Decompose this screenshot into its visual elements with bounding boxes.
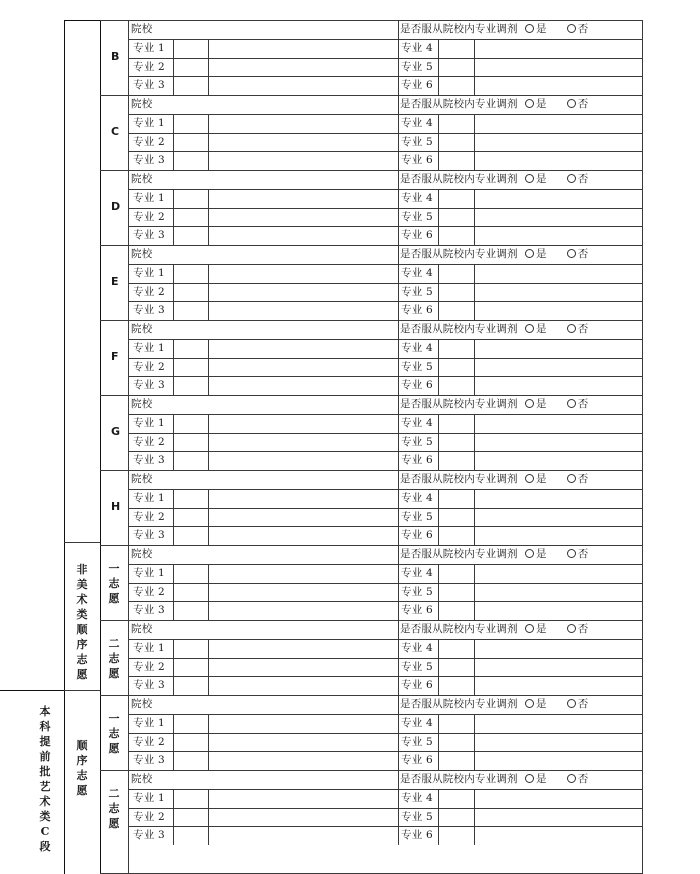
major-label-left: 专业 1 [133, 791, 165, 804]
major-label-right: 专业 6 [401, 679, 433, 692]
grid-line-h [128, 789, 642, 790]
school-label: 院校 [131, 23, 153, 35]
grid-line-v [208, 789, 209, 845]
grid-line-v [438, 264, 439, 320]
major-label-right: 专业 6 [401, 229, 433, 242]
school-label: 院校 [131, 473, 153, 485]
major-label-right: 专业 6 [401, 154, 433, 167]
grid-line-v [474, 114, 475, 170]
no-label: 否 [577, 473, 589, 485]
radio-yes-icon[interactable] [525, 399, 534, 408]
grid-line-h [128, 639, 642, 640]
adjust-options[interactable] [515, 623, 588, 635]
yes-label: 是 [536, 98, 547, 110]
school-label: 院校 [131, 98, 153, 110]
grid-line-v [100, 20, 101, 874]
adjust-options-wrap [515, 545, 588, 563]
major-label-right: 专业 5 [401, 810, 433, 823]
grid-line-v [208, 414, 209, 470]
block-label: D [111, 199, 121, 213]
grid-line-h [128, 339, 642, 340]
radio-no-icon[interactable] [567, 324, 576, 333]
grid-line-v [64, 20, 65, 874]
major-label-right: 专业 6 [401, 379, 433, 392]
major-label-right: 专业 5 [401, 360, 433, 373]
section-label-sequential: 顺序志愿 [76, 739, 88, 797]
adjust-options[interactable] [515, 473, 588, 485]
major-label-left: 专业 1 [133, 716, 165, 729]
adjust-options[interactable] [515, 773, 588, 785]
grid-line-h [128, 451, 642, 452]
grid-line-h [128, 508, 642, 509]
adjust-question: 是否服从院校内专业调剂 [400, 173, 518, 185]
no-label: 否 [577, 548, 589, 560]
grid-line-h [128, 676, 642, 677]
adjust-options[interactable] [515, 398, 588, 410]
major-label-left: 专业 3 [133, 154, 165, 167]
major-label-left: 专业 3 [133, 379, 165, 392]
major-label-left: 专业 3 [133, 79, 165, 92]
grid-line-v [398, 695, 399, 770]
major-label-left: 专业 2 [133, 510, 165, 523]
grid-line-h [128, 189, 642, 190]
grid-line-v [438, 189, 439, 245]
grid-line-h [64, 20, 100, 21]
major-label-left: 专业 1 [133, 41, 165, 54]
grid-line-v [438, 114, 439, 170]
major-label-right: 专业 4 [401, 266, 433, 279]
major-label-left: 专业 2 [133, 435, 165, 448]
grid-line-h [64, 542, 100, 543]
school-label: 院校 [131, 398, 153, 410]
grid-line-h [128, 733, 642, 734]
grid-line-v [208, 114, 209, 170]
grid-line-v [398, 770, 399, 845]
major-label-left: 专业 2 [133, 660, 165, 673]
adjust-options-wrap [515, 170, 588, 188]
yes-label: 是 [536, 23, 547, 35]
radio-yes-icon[interactable] [525, 174, 534, 183]
block-label: 二志愿 [108, 636, 120, 680]
adjust-question: 是否服从院校内专业调剂 [400, 623, 518, 635]
adjust-options[interactable] [515, 98, 588, 110]
major-label-right: 专业 4 [401, 41, 433, 54]
grid-line-v [438, 639, 439, 695]
yes-label: 是 [536, 323, 547, 335]
grid-line-v [398, 620, 399, 695]
adjust-question: 是否服从院校内专业调剂 [400, 398, 518, 410]
grid-line-v [438, 564, 439, 620]
grid-line-h [128, 601, 642, 602]
major-label-left: 专业 1 [133, 116, 165, 129]
no-label: 否 [577, 173, 589, 185]
grid-line-v [474, 714, 475, 770]
grid-line-h [128, 526, 642, 527]
radio-yes-icon[interactable] [525, 99, 534, 108]
yes-label: 是 [536, 698, 547, 710]
grid-line-v [208, 564, 209, 620]
major-label-left: 专业 1 [133, 341, 165, 354]
adjust-options-wrap [515, 620, 588, 638]
grid-line-v [173, 489, 174, 545]
adjust-question: 是否服从院校内专业调剂 [400, 98, 518, 110]
grid-line-v [474, 789, 475, 845]
adjust-question: 是否服从院校内专业调剂 [400, 548, 518, 560]
no-label: 否 [577, 773, 589, 785]
grid-line-h [128, 76, 642, 77]
no-label: 否 [577, 698, 589, 710]
major-label-left: 专业 2 [133, 735, 165, 748]
major-label-left: 专业 3 [133, 529, 165, 542]
no-label: 否 [577, 248, 589, 260]
major-label-right: 专业 4 [401, 116, 433, 129]
grid-line-h [128, 151, 642, 152]
school-label: 院校 [131, 248, 153, 260]
major-label-left: 专业 2 [133, 135, 165, 148]
major-label-left: 专业 1 [133, 416, 165, 429]
grid-line-v [474, 39, 475, 95]
major-label-right: 专业 6 [401, 529, 433, 542]
grid-line-v [398, 320, 399, 395]
grid-line-v [398, 95, 399, 170]
radio-no-icon[interactable] [567, 549, 576, 558]
radio-yes-icon[interactable] [525, 549, 534, 558]
adjust-options-wrap [515, 320, 588, 338]
grid-line-v [173, 39, 174, 95]
school-label: 院校 [131, 323, 153, 335]
major-label-right: 专业 5 [401, 210, 433, 223]
grid-line-h [128, 751, 642, 752]
school-label: 院校 [131, 698, 153, 710]
section-label-non-art: 非美术类顺序志愿 [76, 563, 88, 681]
block-label: C [111, 124, 120, 138]
radio-no-icon[interactable] [567, 249, 576, 258]
major-label-right: 专业 4 [401, 416, 433, 429]
grid-line-v [173, 789, 174, 845]
major-label-left: 专业 2 [133, 285, 165, 298]
grid-line-v [474, 339, 475, 395]
yes-label: 是 [536, 548, 547, 560]
adjust-options[interactable] [515, 173, 588, 185]
adjust-options-wrap [515, 95, 588, 113]
grid-line-v [173, 564, 174, 620]
grid-line-h [128, 114, 642, 115]
grid-line-h [128, 433, 642, 434]
block-label: G [111, 424, 121, 438]
block-label: E [111, 274, 119, 288]
major-label-left: 专业 3 [133, 604, 165, 617]
adjust-question: 是否服从院校内专业调剂 [400, 473, 518, 485]
grid-line-h [128, 301, 642, 302]
grid-line-v [208, 39, 209, 95]
major-label-right: 专业 5 [401, 285, 433, 298]
major-label-left: 专业 1 [133, 266, 165, 279]
major-label-left: 专业 3 [133, 754, 165, 767]
grid-line-h [128, 564, 642, 565]
no-label: 否 [577, 98, 589, 110]
block-label: 一志愿 [108, 561, 120, 605]
grid-line-v [128, 20, 129, 874]
major-label-right: 专业 4 [401, 191, 433, 204]
yes-label: 是 [536, 473, 547, 485]
major-label-left: 专业 1 [133, 491, 165, 504]
major-label-left: 专业 1 [133, 566, 165, 579]
grid-line-v [398, 245, 399, 320]
no-label: 否 [577, 323, 589, 335]
major-label-right: 专业 6 [401, 604, 433, 617]
major-label-left: 专业 1 [133, 191, 165, 204]
major-label-right: 专业 4 [401, 341, 433, 354]
grid-line-v [474, 639, 475, 695]
adjust-options[interactable] [515, 698, 588, 710]
yes-label: 是 [536, 398, 547, 410]
grid-line-v [173, 639, 174, 695]
school-label: 院校 [131, 173, 153, 185]
grid-line-v [438, 489, 439, 545]
grid-line-v [474, 264, 475, 320]
grid-line-h [128, 358, 642, 359]
major-label-right: 专业 6 [401, 454, 433, 467]
grid-line-h [128, 208, 642, 209]
major-label-left: 专业 3 [133, 679, 165, 692]
grid-line-v [208, 714, 209, 770]
block-label: 一志愿 [108, 711, 120, 755]
grid-line-h [128, 826, 642, 827]
grid-line-v [173, 264, 174, 320]
yes-label: 是 [536, 773, 547, 785]
major-label-left: 专业 2 [133, 810, 165, 823]
grid-line-v [642, 20, 643, 874]
major-label-right: 专业 6 [401, 754, 433, 767]
radio-no-icon[interactable] [567, 174, 576, 183]
major-label-left: 专业 2 [133, 360, 165, 373]
grid-line-v [438, 789, 439, 845]
grid-line-h [128, 226, 642, 227]
adjust-options[interactable] [515, 248, 588, 260]
grid-line-v [438, 339, 439, 395]
grid-line-v [438, 414, 439, 470]
adjust-question: 是否服从院校内专业调剂 [400, 773, 518, 785]
school-label: 院校 [131, 548, 153, 560]
school-label: 院校 [131, 623, 153, 635]
grid-line-v [438, 714, 439, 770]
grid-line-h [128, 583, 642, 584]
radio-yes-icon[interactable] [525, 324, 534, 333]
major-label-right: 专业 5 [401, 435, 433, 448]
radio-yes-icon[interactable] [525, 24, 534, 33]
grid-line-v [474, 564, 475, 620]
radio-yes-icon[interactable] [525, 699, 534, 708]
grid-line-h [128, 39, 642, 40]
radio-yes-icon[interactable] [525, 474, 534, 483]
no-label: 否 [577, 398, 589, 410]
school-label: 院校 [131, 773, 153, 785]
adjust-options-wrap [515, 470, 588, 488]
no-label: 否 [577, 23, 589, 35]
grid-line-v [173, 114, 174, 170]
grid-line-v [208, 639, 209, 695]
major-label-left: 专业 2 [133, 585, 165, 598]
radio-no-icon[interactable] [567, 774, 576, 783]
adjust-options[interactable] [515, 323, 588, 335]
grid-line-v [474, 414, 475, 470]
block-label: F [111, 349, 119, 363]
adjust-options-wrap [515, 395, 588, 413]
radio-no-icon[interactable] [567, 24, 576, 33]
radio-yes-icon[interactable] [525, 624, 534, 633]
grid-line-v [438, 39, 439, 95]
major-label-left: 专业 3 [133, 304, 165, 317]
major-label-right: 专业 5 [401, 135, 433, 148]
adjust-options-wrap [515, 245, 588, 263]
no-label: 否 [577, 623, 589, 635]
grid-line-v [398, 20, 399, 95]
major-label-left: 专业 1 [133, 641, 165, 654]
major-label-right: 专业 5 [401, 735, 433, 748]
major-label-right: 专业 4 [401, 791, 433, 804]
grid-line-h [128, 808, 642, 809]
grid-line-v [173, 189, 174, 245]
grid-line-h [128, 714, 642, 715]
grid-line-v [208, 264, 209, 320]
yes-label: 是 [536, 623, 547, 635]
adjust-question: 是否服从院校内专业调剂 [400, 23, 518, 35]
grid-line-v [173, 339, 174, 395]
grid-line-v [398, 395, 399, 470]
major-label-left: 专业 2 [133, 60, 165, 73]
adjust-options-wrap [515, 20, 588, 38]
yes-label: 是 [536, 248, 547, 260]
grid-line-h [128, 283, 642, 284]
grid-line-v [173, 714, 174, 770]
radio-no-icon[interactable] [567, 624, 576, 633]
adjust-options-wrap [515, 695, 588, 713]
grid-line-v [474, 189, 475, 245]
radio-no-icon[interactable] [567, 99, 576, 108]
adjust-options[interactable] [515, 23, 588, 35]
grid-line-h [128, 133, 642, 134]
grid-line-h [128, 58, 642, 59]
radio-yes-icon[interactable] [525, 249, 534, 258]
grid-line-v [398, 545, 399, 620]
radio-no-icon[interactable] [567, 399, 576, 408]
grid-line-h [128, 414, 642, 415]
major-label-left: 专业 3 [133, 229, 165, 242]
block-label: 二志愿 [108, 786, 120, 830]
grid-line-h [128, 489, 642, 490]
major-label-left: 专业 3 [133, 829, 165, 842]
adjust-options[interactable] [515, 548, 588, 560]
grid-line-v [474, 489, 475, 545]
grid-line-h [64, 690, 100, 691]
block-label: B [111, 49, 120, 63]
block-label: H [111, 499, 121, 513]
major-label-right: 专业 6 [401, 829, 433, 842]
major-label-right: 专业 5 [401, 510, 433, 523]
adjust-options-wrap [515, 770, 588, 788]
major-label-right: 专业 4 [401, 566, 433, 579]
grid-line-h [128, 658, 642, 659]
radio-no-icon[interactable] [567, 474, 576, 483]
major-label-right: 专业 6 [401, 79, 433, 92]
adjust-question: 是否服从院校内专业调剂 [400, 698, 518, 710]
major-label-right: 专业 5 [401, 660, 433, 673]
grid-line-v [173, 414, 174, 470]
grid-line-v [208, 189, 209, 245]
grid-line-v [208, 489, 209, 545]
grid-line-v [398, 470, 399, 545]
major-label-right: 专业 5 [401, 585, 433, 598]
major-label-left: 专业 3 [133, 454, 165, 467]
major-label-right: 专业 6 [401, 304, 433, 317]
adjust-question: 是否服从院校内专业调剂 [400, 248, 518, 260]
major-label-left: 专业 2 [133, 210, 165, 223]
radio-no-icon[interactable] [567, 699, 576, 708]
major-label-right: 专业 5 [401, 60, 433, 73]
radio-yes-icon[interactable] [525, 774, 534, 783]
yes-label: 是 [536, 173, 547, 185]
grid-line-v [208, 339, 209, 395]
grid-line-h [128, 264, 642, 265]
major-label-right: 专业 4 [401, 716, 433, 729]
grid-line-h [128, 376, 642, 377]
section-label-batch: 本科提前批艺术类C段 [39, 705, 51, 853]
major-label-right: 专业 4 [401, 641, 433, 654]
grid-line-v [398, 170, 399, 245]
major-label-right: 专业 4 [401, 491, 433, 504]
adjust-question: 是否服从院校内专业调剂 [400, 323, 518, 335]
